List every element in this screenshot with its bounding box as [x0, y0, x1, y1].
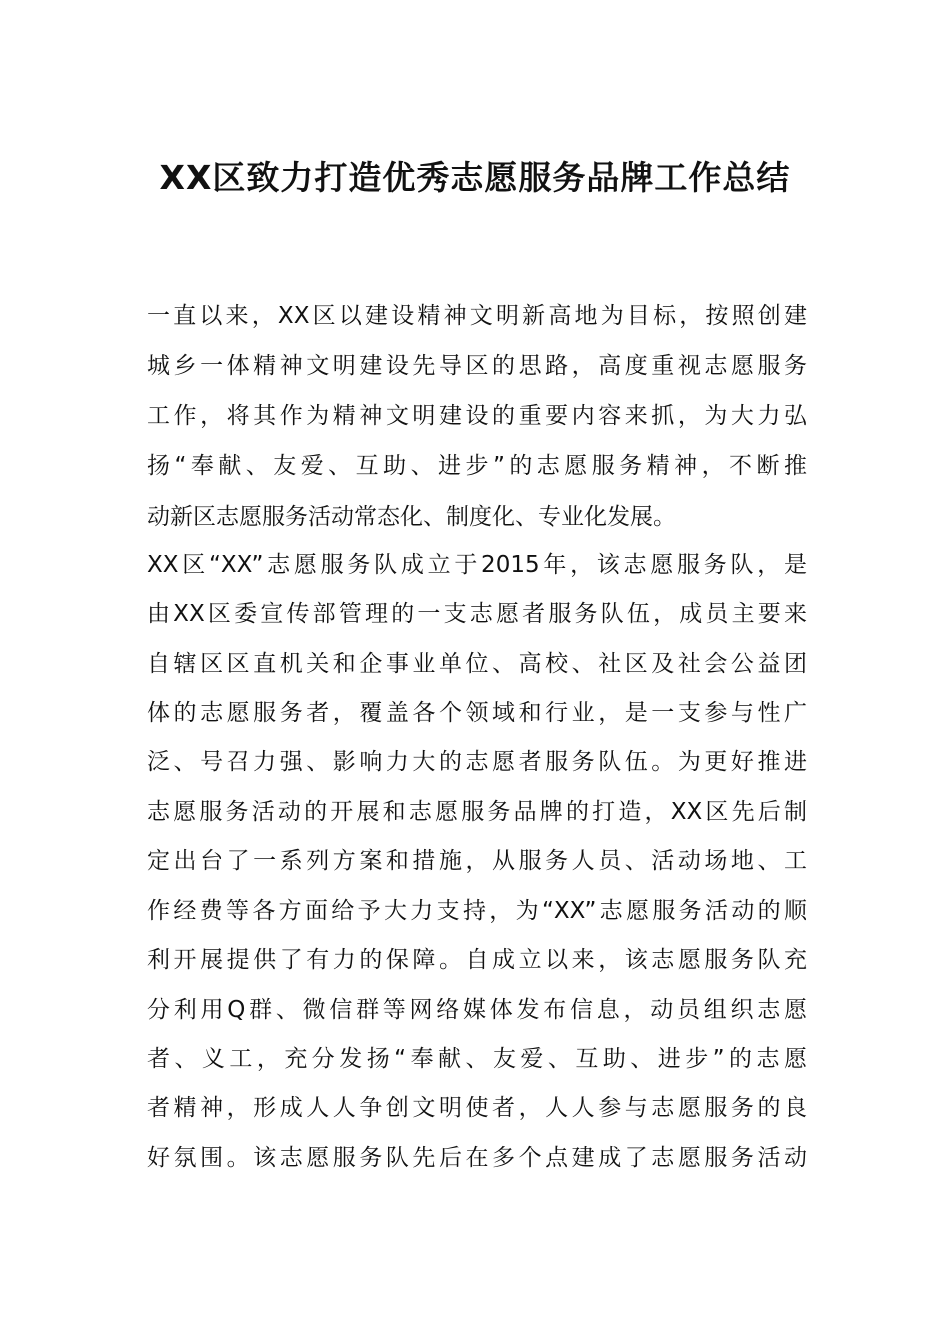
body-line: 动新区志愿服务活动常态化、制度化、专业化发展。 — [147, 504, 676, 530]
body-line: 分利用Q群、微信群等网络媒体发布信息，动员组织志愿 — [147, 997, 807, 1023]
body-line: 志愿服务活动的开展和志愿服务品牌的打造，XX区先后制 — [147, 799, 807, 825]
document-title: XX区致力打造优秀志愿服务品牌工作总结 — [159, 158, 791, 197]
body-line: 作经费等各方面给予大力支持，为“XX”志愿服务活动的顺 — [147, 898, 807, 924]
body-line: 一直以来，XX区以建设精神文明新高地为目标，按照创建 — [147, 303, 807, 329]
body-line: 城乡一体精神文明建设先导区的思路，高度重视志愿服务 — [147, 353, 807, 379]
body-line: 利开展提供了有力的保障。自成立以来，该志愿服务队充 — [147, 947, 807, 973]
body-line: 扬“奉献、友爱、互助、进步”的志愿服务精神，不断推 — [147, 453, 807, 479]
body-line: 自辖区区直机关和企事业单位、高校、社区及社会公益团 — [147, 651, 807, 677]
body-line: XX区“XX”志愿服务队成立于2015年，该志愿服务队，是 — [147, 552, 807, 578]
body-line: 定出台了一系列方案和措施，从服务人员、活动场地、工 — [147, 848, 807, 874]
body-line: 由XX区委宣传部管理的一支志愿者服务队伍，成员主要来 — [147, 601, 807, 627]
body-line: 体的志愿服务者，覆盖各个领域和行业，是一支参与性广 — [147, 700, 807, 726]
body-line: 工作，将其作为精神文明建设的重要内容来抓，为大力弘 — [147, 403, 807, 429]
body-line: 泛、号召力强、影响力大的志愿者服务队伍。为更好推进 — [147, 749, 807, 775]
body-line: 者精神，形成人人争创文明使者，人人参与志愿服务的良 — [147, 1095, 807, 1121]
body-line: 好氛围。该志愿服务队先后在多个点建成了志愿服务活动 — [147, 1145, 807, 1171]
body-line: 者、义工，充分发扬“奉献、友爱、互助、进步”的志愿 — [147, 1046, 807, 1072]
